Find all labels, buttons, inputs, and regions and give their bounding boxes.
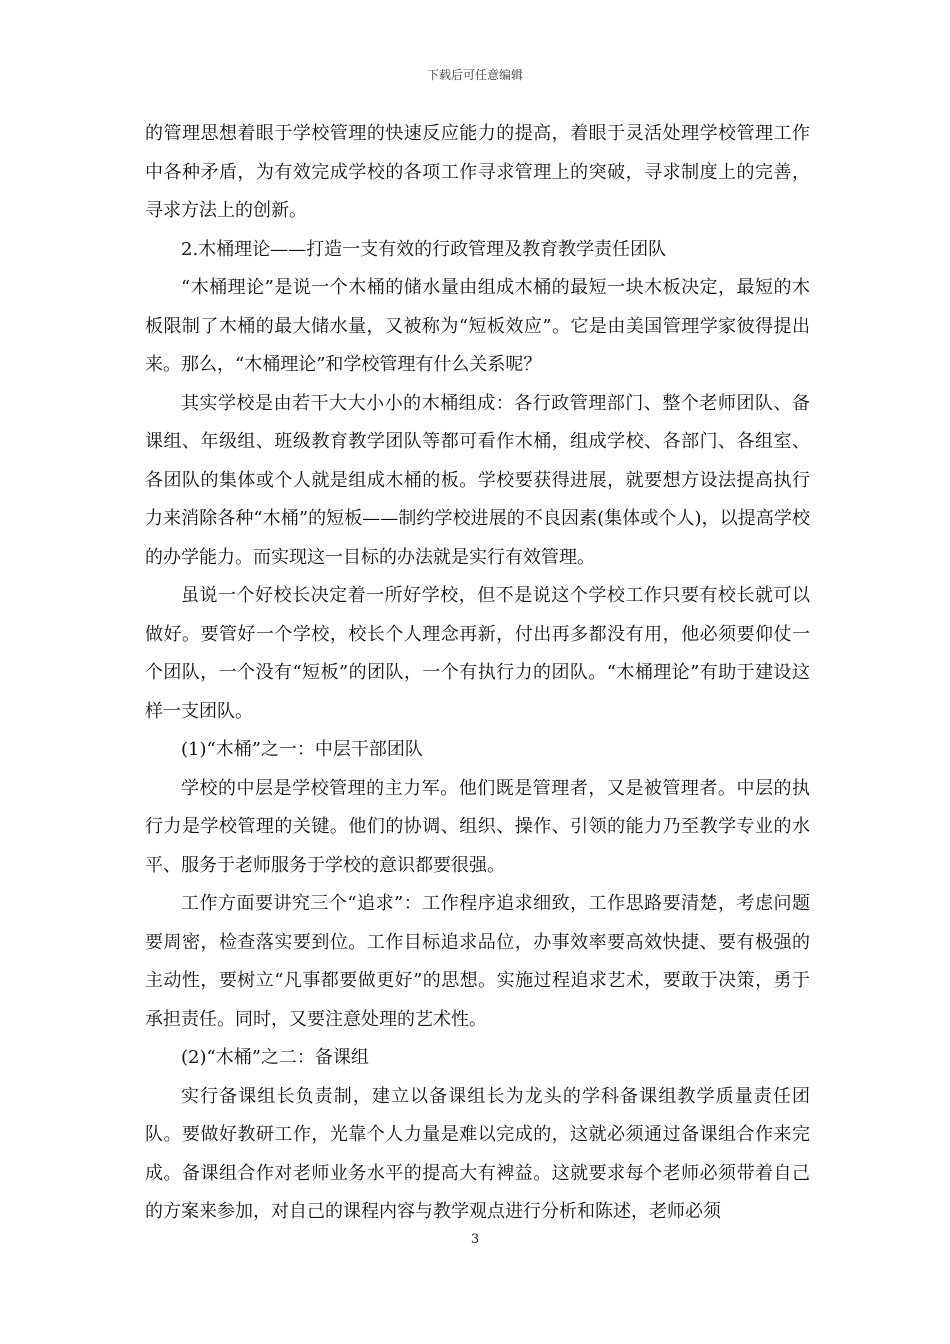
paragraph: 实行备课组长负责制，建立以备课组长为龙头的学科备课组教学质量责任团队。要做好教研工作，光靠个人力量是难以完成的，这就必须通过备课组合作来完成。备课组合作对老师业务水平的提高大有裨益。这就要求每个老师必须带着自己的方案来参加，对自己的课程内容与教学观点进行分析和陈述，老师必须 <box>145 1085 810 1222</box>
subsection-heading: (2)“木桶”之二：备课组 <box>181 1047 369 1068</box>
paragraph: 学校的中层是学校管理的主力军。他们既是管理者，又是被管理者。中层的执行力是学校管理的关键。他们的协调、组织、操作、引领的能力乃至教学专业的水平、服务于老师服务于学校的意识都要很强。 <box>145 777 810 876</box>
paragraph: 工作方面要讲究三个“追求”：工作程序追求细致，工作思路要清楚，考虑问题要周密，检查落实要到位。工作目标追求品位，办事效率要高效快捷、要有极强的主动性，要树立“凡事都要做更好”的思想。实施过程追求艺术，要敢于决策，勇于承担责任。同时，又要注意处理的艺术性。 <box>145 893 810 1030</box>
page-number: 3 <box>470 1232 480 1247</box>
paragraph: 的管理思想着眼于学校管理的快速反应能力的提高，着眼于灵活处理学校管理工作中各种矛盾，为有效完成学校的各项工作寻求管理上的突破，寻求制度上的完善，寻求方法上的创新。 <box>145 123 810 221</box>
section-heading: 2.木桶理论——打造一支有效的行政管理及教育教学责任团队 <box>181 238 667 260</box>
paragraph: 其实学校是由若干大大小小的木桶组成：各行政管理部门、整个老师团队、备课组、年级组、班级教育教学团队等都可看作木桶，组成学校、各部门、各组室、各团队的集体或个人就是组成木桶的板。学校要获得进展，就要想方设法提高执行力来消除各种“木桶”的短板——制约学校进展的不良因素(集体或个人)，以提高学校的办学能力。而实现这一目标的办法就是实行有效管理。 <box>145 392 810 568</box>
page-header: 下载后可任意编辑 <box>426 68 523 82</box>
paragraph: “木桶理论”是说一个木桶的储水量由组成木桶的最短一块木板决定，最短的木板限制了木桶的最大储水量，又被称为“短板效应”。它是由美国管理学家彼得提出来。那么，“木桶理论”和学校管理有什么关系呢？ <box>145 277 810 375</box>
document-body <box>145 115 810 1232</box>
paragraph: 虽说一个好校长决定着一所好学校，但不是说这个学校工作只要有校长就可以做好。要管好一个学校，校长个人理念再新，付出再多都没有用，他必须要仰仗一个团队，一个没有“短板”的团队，一个有执行力的团队。“木桶理论”有助于建设这样一支团队。 <box>145 585 810 722</box>
subsection-heading: (1)“木桶”之一：中层干部团队 <box>181 739 423 760</box>
